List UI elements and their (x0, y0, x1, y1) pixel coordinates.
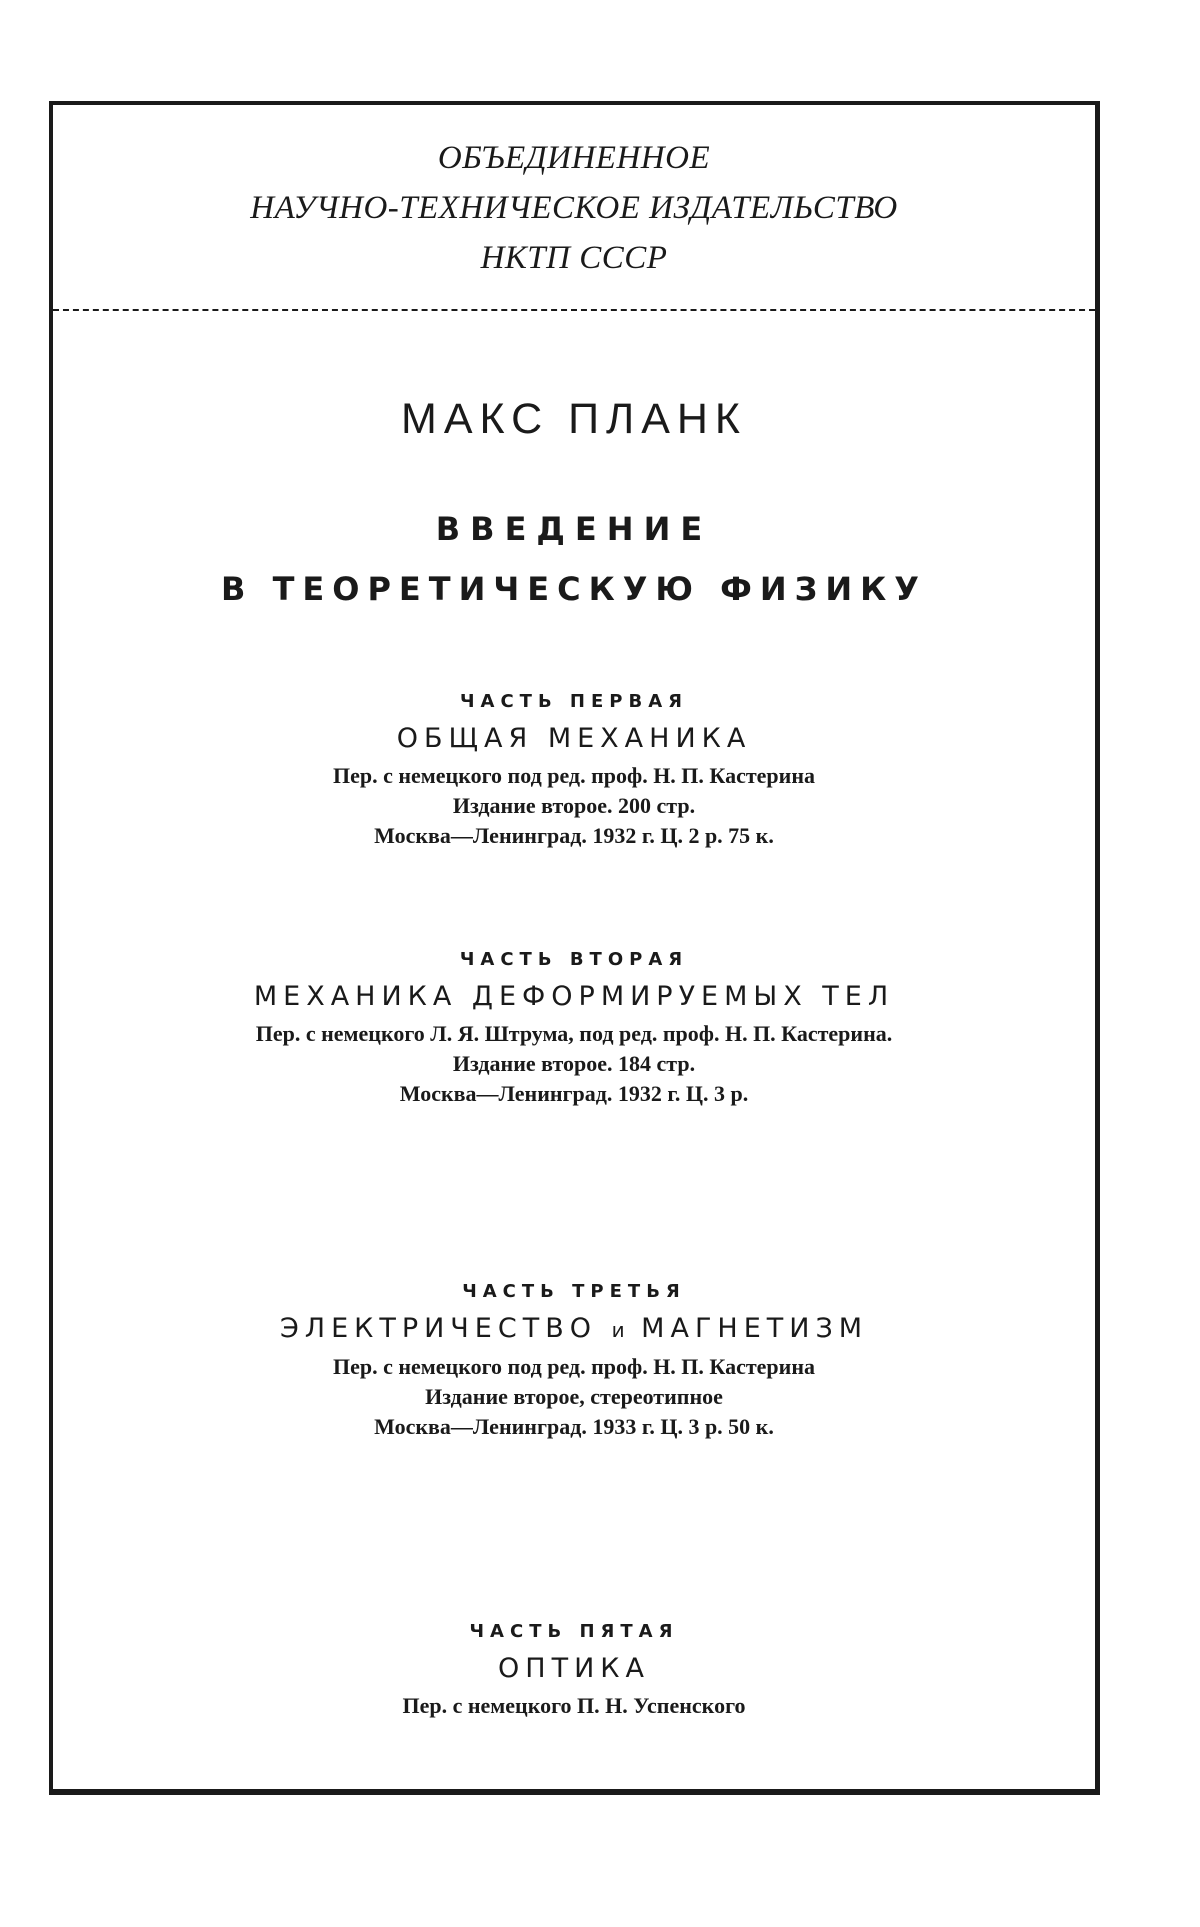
part-label: ЧАСТЬ ПЕРВАЯ (459, 691, 688, 712)
part-label: ЧАСТЬ ТРЕТЬЯ (462, 1281, 686, 1302)
part-detail: Издание второе. 184 стр. (452, 1051, 696, 1076)
part-detail: Пер. с немецкого П. Н. Успенского (402, 1693, 746, 1718)
publisher-line-1: ОБЪЕДИНЕННОЕ (437, 140, 711, 176)
part-detail: Пер. с немецкого под ред. проф. Н. П. Кастерина (332, 763, 816, 788)
part-detail: Издание второе. 200 стр. (452, 793, 696, 818)
part-detail: Пер. с немецкого под ред. проф. Н. П. Кастерина (332, 1354, 816, 1379)
part-2 (53, 945, 1095, 1109)
publisher-line-3: НКТП СССР (480, 240, 668, 276)
author-name: МАКС ПЛАНК (401, 395, 747, 443)
divider (53, 309, 1095, 311)
part-5 (53, 1617, 1095, 1721)
part-title (53, 1307, 1095, 1352)
part-detail: Москва—Ленинград. 1932 г. Ц. 2 р. 75 к. (374, 823, 774, 848)
book-title-line-2: В ТЕОРЕТИЧЕСКУЮ ФИЗИКУ (221, 570, 927, 608)
part-1 (53, 687, 1095, 851)
part-detail: Пер. с немецкого Л. Я. Штрума, под ред. проф. Н. П. Кастерина. (255, 1021, 893, 1046)
part-title: ОБЩАЯ МЕХАНИКА (396, 723, 752, 754)
part-detail: Москва—Ленинград. 1932 г. Ц. 3 р. (399, 1081, 749, 1106)
part-title: ОПТИКА (498, 1653, 650, 1684)
page-frame (49, 101, 1100, 1795)
part-label: ЧАСТЬ ПЯТАЯ (469, 1621, 679, 1642)
part-title: МЕХАНИКА ДЕФОРМИРУЕМЫХ ТЕЛ (253, 981, 895, 1012)
book-title-line-1: ВВЕДЕНИЕ (435, 510, 713, 548)
part-detail: Москва—Ленинград. 1933 г. Ц. 3 р. 50 к. (374, 1414, 774, 1439)
part-3 (53, 1277, 1095, 1442)
publisher-block (53, 133, 1095, 283)
publisher-line-2: НАУЧНО-ТЕХНИЧЕСКОЕ ИЗДАТЕЛЬСТВО (250, 190, 898, 226)
part-title-conj: и (611, 1318, 627, 1342)
part-title-b: МАГНЕТИЗМ (641, 1313, 869, 1344)
part-label: ЧАСТЬ ВТОРАЯ (459, 949, 689, 970)
part-title-a: ЭЛЕКТРИЧЕСТВО (279, 1313, 597, 1344)
part-detail: Издание второе, стереотипное (425, 1384, 723, 1409)
